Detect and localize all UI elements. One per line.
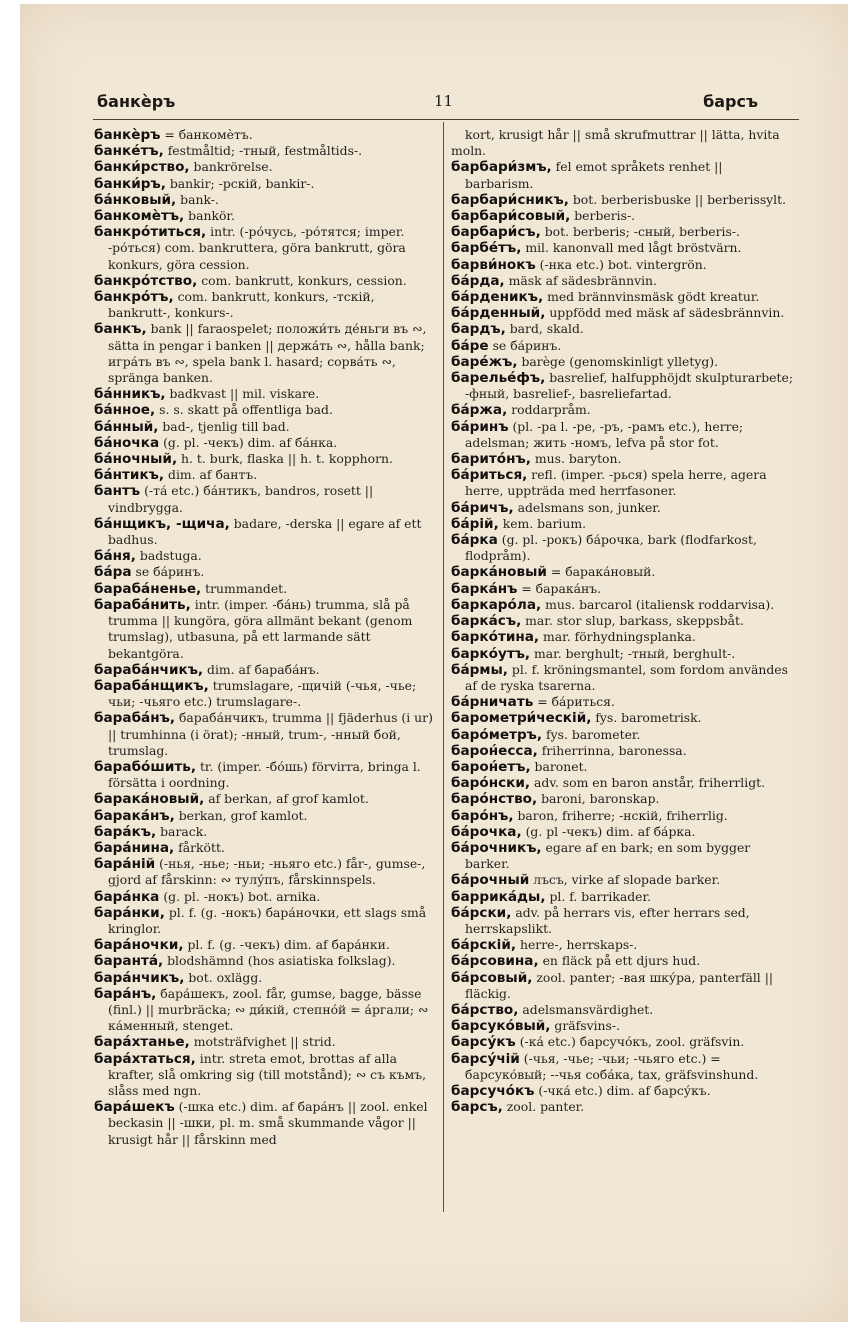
dictionary-entry [94, 808, 435, 824]
entry-definition: friherrinna, baronessa. [537, 742, 687, 758]
entry-definition: (g. pl. -нокъ) bot. arnika. [159, 888, 321, 904]
dictionary-entry [451, 613, 794, 629]
entry-headword: бара́нки, [94, 904, 165, 921]
dictionary-entry [451, 791, 794, 807]
entry-definition: mil. kanonvall med lågt bröstvärn. [521, 240, 742, 256]
dictionary-entry [94, 467, 435, 483]
entry-definition: adv. som en baron anstår, friherrligt. [530, 775, 766, 791]
entry-headword: банки́ръ, [94, 175, 166, 192]
entry-headword: ба́риться, [451, 467, 528, 484]
entry-definition: bankrörelse. [189, 159, 273, 175]
entry-definition: mus. baryton. [530, 451, 622, 467]
entry-definition: dim. af бантъ. [164, 467, 258, 483]
entry-definition: бара́шекъ, zool. får, gumse, bagge, bässe (finl.) || murbräcka; ∾ ди́кій, степно́й = а́ргали; ∾ ка́менный, stenget. [108, 985, 429, 1034]
header-rule [93, 119, 799, 120]
entry-headword: баркаро́ла, [451, 596, 542, 613]
entry-headword: барка́съ, [451, 613, 522, 630]
entry-headword: ба́ре [451, 337, 489, 354]
dictionary-entry [451, 305, 794, 321]
entry-headword: бара́нина, [94, 839, 175, 856]
entry-definition: badare, -derska || egare af ett badhus. [108, 515, 422, 548]
entry-headword: барсу́чій [451, 1050, 520, 1067]
entry-headword: барон́етъ, [451, 758, 531, 775]
entry-headword: бара́нчикъ, [94, 969, 185, 986]
entry-definition: basrelief, halfupphöjdt skulpturarbete; -фный, basrelief-, basreliefartad. [465, 370, 793, 402]
entry-definition: barège (genomskinligt ylletyg). [517, 353, 719, 369]
dictionary-entry [451, 824, 794, 840]
entry-definition: kort, krusigt hår || små skrufmuttrar || lätta, hvita moln. [451, 127, 780, 159]
entry-definition: af berkan, af grof kamlot. [204, 791, 369, 807]
entry-definition: fårkött. [174, 839, 225, 855]
entry-headword: ба́нщикъ, -щича, [94, 515, 230, 532]
entry-definition: bot. berberis; -сный, berberis-. [540, 224, 740, 240]
entry-definition: roddarpråm. [507, 402, 591, 418]
entry-definition: berkan, grof kamlot. [174, 807, 308, 823]
dictionary-entry [94, 597, 435, 662]
right-guide-word: барсъ [703, 92, 758, 111]
page-number: 11 [434, 92, 454, 110]
entry-headword: ба́ра [94, 564, 132, 581]
entry-definition: (-нья, -нье; -ньи; -ньяго etc.) får-, gumse-, gjord af fårskinn: ∾ тулу́пъ, fårskinnspels. [108, 856, 426, 888]
entry-definition: baronet. [530, 758, 588, 774]
entry-headword: бара́хтанье, [94, 1034, 190, 1051]
dictionary-entry [451, 289, 794, 305]
dictionary-entry [94, 824, 435, 840]
entry-headword: ба́нный, [94, 418, 159, 435]
entry-definition: (-чка́ etc.) dim. af барсу́къ. [534, 1082, 711, 1098]
entry-definition: zool. panter. [502, 1099, 585, 1115]
entry-headword: барко́тина, [451, 629, 540, 646]
entry-headword: бантъ [94, 483, 141, 500]
entry-definition: бараба́нчикъ, trumma || fjäderhus (i ur) || trumhinna (i örat); -нный, trum-, -нный бой, trumslag. [108, 710, 433, 758]
dictionary-page [20, 4, 848, 1322]
entry-definition: uppfödd med mäsk af sädesbrännvin. [545, 305, 785, 321]
entry-headword: ба́ночка [94, 434, 160, 451]
dictionary-entry [94, 289, 435, 321]
entry-definition: blodshämnd (hos asiatiska folkslag). [163, 953, 396, 969]
dictionary-entry [451, 581, 794, 597]
dictionary-entry [94, 759, 435, 791]
dictionary-entry [451, 516, 794, 532]
dictionary-entry [451, 451, 794, 467]
entry-definition: = ба́риться. [533, 694, 615, 710]
left-column [94, 127, 435, 1148]
entry-definition: pl. f. barrikader. [545, 888, 652, 904]
entry-headword: барсу́къ [451, 1034, 516, 1051]
dictionary-entry [451, 970, 794, 1002]
entry-definition: mar. berghult; -тный, berghult-. [530, 645, 736, 661]
dictionary-entry [451, 662, 794, 694]
dictionary-entry [451, 597, 794, 613]
entry-headword: ба́рски, [451, 904, 512, 921]
dictionary-entry [451, 1002, 794, 1018]
dictionary-entry [94, 224, 435, 273]
dictionary-entry [94, 176, 435, 192]
dictionary-entry [94, 678, 435, 710]
dictionary-entry [94, 451, 435, 467]
entry-definition: barack. [156, 823, 208, 839]
entry-definition: badkvast || mil. viskare. [165, 386, 320, 402]
dictionary-entry [451, 224, 794, 240]
dictionary-entry [451, 1083, 794, 1099]
dictionary-entry [451, 808, 794, 824]
entry-headword: бара́нка [94, 888, 160, 905]
entry-definition: en fläck på ett djurs hud. [538, 953, 701, 969]
entry-definition: fys. barometer. [542, 726, 641, 742]
entry-headword: ба́рочный [451, 872, 530, 889]
entry-headword: барви́нокъ [451, 256, 536, 273]
entry-headword: барсучо́къ [451, 1082, 535, 1099]
entry-definition: dim. af бараба́нъ. [203, 661, 320, 677]
entry-definition: (-чья, -чье; -чьи; -чьяго etc.) = барсуко́вый; --чья соба́ка, tax, gräfsvinshund. [465, 1050, 759, 1082]
entry-headword: барсуко́вый, [451, 1018, 551, 1035]
right-column [451, 127, 794, 1115]
entry-definition: pl. f. kröningsmantel, som fordom användes af de ryska tsarerna. [465, 661, 788, 693]
dictionary-entry [451, 338, 794, 354]
entry-definition: bad-, tjenlig till bad. [158, 418, 290, 434]
entry-headword: бара́ній [94, 856, 156, 873]
entry-definition: egare af en bark; en som bygger barker. [465, 839, 751, 872]
entry-definition: (g. pl. -чекъ) dim. af ба́нка. [159, 434, 338, 450]
entry-definition: = барака́нъ. [517, 580, 602, 596]
entry-headword: банкро́титься, [94, 224, 207, 241]
dictionary-entry [451, 564, 794, 580]
entry-definition: bard, skald. [505, 321, 584, 337]
dictionary-entry [451, 532, 794, 564]
dictionary-entry [451, 402, 794, 418]
dictionary-entry [94, 192, 435, 208]
dictionary-entry [451, 727, 794, 743]
entry-headword: банкро́тъ, [94, 289, 174, 306]
entry-headword: барбари́сникъ, [451, 191, 569, 208]
dictionary-entry [451, 208, 794, 224]
entry-definition: bankir; -рскій, bankir-. [165, 175, 315, 191]
dictionary-entry [451, 192, 794, 208]
entry-definition: gräfsvins-. [550, 1018, 621, 1034]
entry-headword: барбари́съ, [451, 224, 541, 241]
entry-headword: бара́ночки, [94, 937, 184, 954]
entry-headword: ба́ричъ, [451, 499, 514, 516]
entry-headword: барелье́фъ, [451, 370, 546, 387]
entry-headword: бараба́нить, [94, 596, 191, 613]
entry-headword: барометри́ческій, [451, 710, 592, 727]
entry-definition: mus. barcarol (italiensk roddarvisa). [541, 596, 775, 612]
entry-definition: baroni, baronskap. [537, 791, 660, 807]
dictionary-entry [94, 419, 435, 435]
entry-definition: berberis-. [570, 208, 636, 224]
entry-definition: pl. f. (g. -чекъ) dim. af бара́нки. [183, 937, 390, 953]
entry-definition: (pl. -ра l. -ре, -ръ, -рамъ etc.), herre; adelsman; жить -номъ, lefva på stor fot. [465, 418, 744, 450]
entry-definition: bank-. [176, 191, 219, 207]
dictionary-entry [451, 872, 794, 888]
entry-headword: барсъ, [451, 1099, 503, 1116]
entry-headword: банкъ, [94, 321, 147, 338]
dictionary-entry [451, 500, 794, 516]
dictionary-entry [94, 710, 435, 759]
entry-definition: trummandet. [201, 580, 288, 596]
dictionary-entry [94, 386, 435, 402]
dictionary-entry [451, 159, 794, 191]
dictionary-entry [94, 662, 435, 678]
entry-definition: zool. panter; -вая шку́ра, panterfäll || fläckig. [465, 969, 774, 1001]
entry-headword: ба́ночный, [94, 451, 178, 468]
entry-headword: баррика́ды, [451, 888, 546, 905]
entry-definition: (-ка́ etc.) барсучо́къ, zool. gräfsvin. [515, 1034, 745, 1050]
dictionary-entry [451, 321, 794, 337]
entry-headword: барабо́шить, [94, 758, 196, 775]
entry-headword: бараба́ненье, [94, 580, 202, 597]
entry-headword: банки́рство, [94, 159, 190, 176]
entry-headword: бараба́нъ, [94, 710, 176, 727]
dictionary-entry [451, 889, 794, 905]
entry-headword: ба́ня, [94, 548, 136, 565]
dictionary-entry [94, 127, 435, 143]
dictionary-entry [94, 905, 435, 937]
entry-definition: kem. barium. [498, 515, 587, 531]
dictionary-entry [451, 1099, 794, 1115]
entry-definition: = барака́новый. [546, 564, 656, 580]
entry-definition: mar. förhydningsplanka. [539, 629, 696, 645]
entry-definition: baron, friherre; -нскій, friherrlig. [513, 807, 728, 823]
entry-headword: банке́тъ, [94, 143, 164, 160]
entry-headword: бараба́нщикъ, [94, 677, 209, 694]
entry-definition: (-нка etc.) bot. vintergrön. [535, 256, 707, 272]
dictionary-entry [451, 240, 794, 256]
dictionary-entry [94, 581, 435, 597]
entry-headword: бара́шекъ [94, 1099, 175, 1116]
dictionary-entry [94, 840, 435, 856]
entry-definition: (g. pl -чекъ) dim. af ба́рка. [521, 823, 696, 839]
entry-headword: ба́рсовый, [451, 969, 533, 986]
entry-definition: intr. streta emot, brottas af alla krafter, slå omkring sig (till motstånd); ∾ съ къмъ, slåss med ngn. [108, 1050, 427, 1098]
entry-definition: motsträfvighet || strid. [189, 1034, 336, 1050]
entry-definition: adv. på herrars vis, efter herrars sed, herrskapslikt. [465, 904, 750, 936]
entry-headword: банкро́тство, [94, 272, 198, 289]
entry-headword: бара́къ, [94, 823, 157, 840]
entry-headword: баро́нство, [451, 791, 538, 808]
entry-headword: баро́метръ, [451, 726, 543, 743]
entry-headword: ба́ржа, [451, 402, 508, 419]
entry-headword: барака́новый, [94, 791, 205, 808]
dictionary-entry [451, 273, 794, 289]
dictionary-entry [451, 629, 794, 645]
dictionary-entry [94, 1051, 435, 1100]
entry-definition: pl. f. (g. -нокъ) бара́ночки, ett slags små kringlor. [108, 904, 427, 936]
dictionary-entry [451, 905, 794, 937]
dictionary-entry [451, 354, 794, 370]
entry-headword: ба́рмы, [451, 661, 508, 678]
entry-headword: баранта́, [94, 953, 164, 970]
entry-definition: tr. (imper. -бо́шь) förvirra, bringa l. försätta i oordning. [108, 758, 421, 791]
entry-definition: com. bankrutt, konkurs, cession. [197, 272, 407, 288]
dictionary-entry [94, 970, 435, 986]
entry-definition: лъсъ, virke af slopade barker. [529, 872, 721, 888]
dictionary-entry [94, 889, 435, 905]
dictionary-entry [94, 953, 435, 969]
dictionary-entry [94, 159, 435, 175]
entry-definition: trumslagare, -щичій (-чья, -чье; чьи; -чьяго etc.) trumslagare-. [108, 677, 417, 710]
entry-headword: ба́рій, [451, 515, 499, 532]
entry-headword: барака́нъ, [94, 807, 175, 824]
entry-headword: барко́утъ, [451, 645, 531, 662]
dictionary-entry [94, 986, 435, 1035]
dictionary-entry [94, 548, 435, 564]
entry-headword: ба́рскій, [451, 937, 517, 954]
entry-definition: intr. (-ро́чусь, -ро́тятся; imper. -ро́ться) com. bankruttera, göra bankrutt, göra konkurs, göra cession. [108, 224, 406, 272]
entry-headword: барбе́тъ, [451, 240, 522, 257]
entry-headword: банкомѐтъ, [94, 208, 185, 225]
entry-definition: bot. berberisbuske || berberissylt. [568, 191, 787, 207]
dictionary-entry [451, 840, 794, 872]
entry-headword: ба́рка [451, 532, 498, 549]
entry-definition: (g. pl. -рокъ) ба́рочка, bark (flodfarkost, flodpråm). [465, 532, 757, 564]
dictionary-entry [94, 321, 435, 386]
dictionary-entry [451, 953, 794, 969]
entry-definition: com. bankrutt, konkurs, -тскій, bankrutt-, konkurs-. [108, 289, 375, 321]
entry-definition: se ба́ринъ. [488, 337, 562, 353]
entry-headword: бара́нъ, [94, 985, 157, 1002]
entry-definition: med brännvinsmäsk gödt kreatur. [543, 289, 760, 305]
entry-headword: ба́нковый, [94, 191, 177, 208]
dictionary-entry [451, 370, 794, 402]
dictionary-entry [451, 127, 794, 159]
dictionary-entry [451, 1051, 794, 1083]
column-divider [443, 122, 444, 1212]
entry-headword: ба́ринъ [451, 418, 509, 435]
entry-headword: ба́нное, [94, 402, 156, 419]
entry-headword: ба́рсовина, [451, 953, 539, 970]
entry-headword: ба́рда, [451, 272, 505, 289]
entry-definition: = банкомѐтъ. [160, 127, 253, 142]
dictionary-entry [451, 759, 794, 775]
entry-definition: herre-, herrskaps-. [516, 937, 638, 953]
dictionary-entry [451, 257, 794, 273]
entry-headword: ба́рденный, [451, 305, 546, 322]
entry-headword: ба́нникъ, [94, 386, 166, 403]
dictionary-entry [451, 419, 794, 451]
entry-headword: барбари́совый, [451, 208, 571, 225]
entry-headword: бардъ, [451, 321, 506, 338]
entry-headword: барка́нъ [451, 580, 518, 597]
entry-definition: (-шка etc.) dim. af бара́нъ || zool. enkel beckasin || -шки, pl. m. små skummande vågor || krusigt hår || fårskinn med [108, 1099, 428, 1147]
entry-definition: bank || faraospelet; положи́ть де́ньги въ ∾, sätta in pengar i banken || держа́ть ∾, hålla bank; игра́ть въ ∾, spela bank l. hasard; сорва́ть ∾, spränga banken. [108, 321, 427, 386]
dictionary-entry [94, 791, 435, 807]
entry-headword: ба́рденикъ, [451, 289, 544, 306]
entry-definition: fel emot språkets renhet || barbarism. [465, 159, 723, 191]
entry-headword: баро́нъ, [451, 807, 514, 824]
dictionary-entry [451, 1034, 794, 1050]
dictionary-entry [451, 710, 794, 726]
dictionary-entry [94, 402, 435, 418]
entry-headword: банкѐръ [94, 127, 161, 143]
dictionary-entry [451, 937, 794, 953]
entry-headword: баре́жъ, [451, 353, 518, 370]
dictionary-entry [94, 143, 435, 159]
entry-definition: refl. (imper. -рься) spela herre, agera herre, uppträda med herrfasoner. [465, 467, 767, 499]
entry-definition: fys. barometrisk. [591, 710, 702, 726]
entry-definition: s. s. skatt på offentliga bad. [155, 402, 333, 418]
dictionary-entry [94, 856, 435, 888]
entry-headword: барбари́змъ, [451, 159, 552, 176]
dictionary-entry [94, 483, 435, 515]
dictionary-entry [451, 743, 794, 759]
dictionary-entry [451, 1018, 794, 1034]
entry-headword: барон́есса, [451, 742, 538, 759]
dictionary-entry [451, 694, 794, 710]
entry-definition: bot. oxlägg. [184, 969, 263, 985]
entry-definition: bankör. [184, 208, 235, 224]
entry-headword: баро́нски, [451, 775, 531, 792]
entry-headword: ба́рство, [451, 1001, 519, 1018]
entry-headword: бараба́нчикъ, [94, 661, 204, 678]
dictionary-entry [94, 564, 435, 580]
entry-headword: ба́рочникъ, [451, 839, 542, 856]
entry-definition: adelsmans son, junker. [513, 499, 661, 515]
entry-headword: ба́рничать [451, 694, 534, 711]
entry-definition: festmåltid; -тный, festmåltids-. [163, 143, 363, 159]
dictionary-entry [94, 516, 435, 548]
dictionary-entry [94, 273, 435, 289]
entry-headword: ба́нтикъ, [94, 467, 165, 484]
entry-definition: badstuga. [135, 548, 202, 564]
entry-definition: intr. (imper. -ба́нь) trumma, slå på trumma || kungöra, göra allmänt bekant (genom trumslag), utbasuna, på ett larmande sätt bekantgöra. [108, 596, 413, 661]
entry-definition: adelsmansvärdighet. [518, 1001, 654, 1017]
dictionary-entry [451, 467, 794, 499]
entry-headword: бара́хтаться, [94, 1050, 196, 1067]
dictionary-entry [94, 208, 435, 224]
dictionary-entry [94, 937, 435, 953]
entry-definition: h. t. burk, flaska || h. t. kopphorn. [177, 451, 393, 467]
entry-definition: mar. stor slup, barkass, skeppsbåt. [521, 613, 744, 629]
entry-definition: (-та́ etc.) ба́нтикъ, bandros, rosett || vindbrygga. [108, 483, 374, 515]
dictionary-entry [94, 435, 435, 451]
entry-headword: барка́новый [451, 564, 547, 581]
dictionary-entry [451, 775, 794, 791]
left-guide-word: банкѐръ [97, 92, 176, 111]
entry-headword: ба́рочка, [451, 823, 522, 840]
dictionary-entry [451, 646, 794, 662]
entry-definition: se ба́ринъ. [131, 564, 205, 580]
entry-definition: mäsk af sädesbrännvin. [504, 272, 657, 288]
dictionary-entry [94, 1034, 435, 1050]
entry-headword: барито́нъ, [451, 451, 531, 468]
dictionary-entry [94, 1099, 435, 1148]
